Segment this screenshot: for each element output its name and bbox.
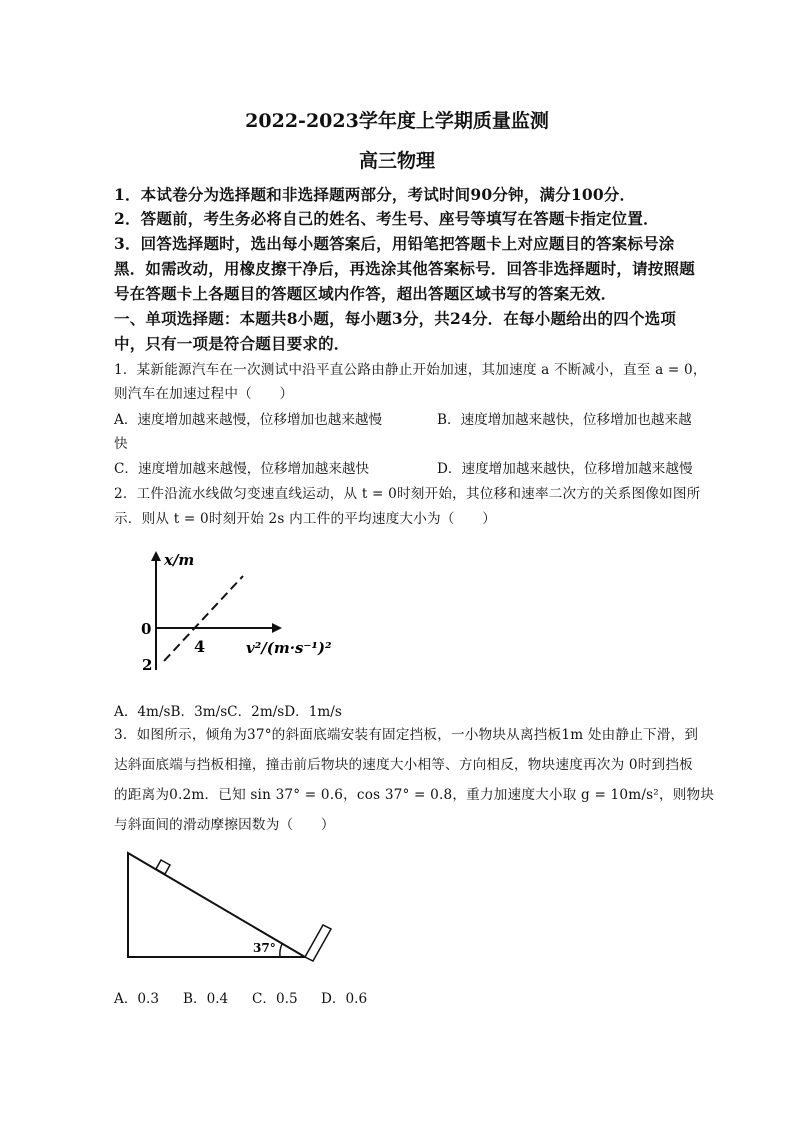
instruction-3-cont-2: 号在答题卡上各题目的答题区域内作答，超出答题区域书写的答案无效． [114, 284, 617, 303]
q1-option-c: C．速度增加越来越慢，位移增加越来越快 [114, 461, 370, 477]
q1-option-b: B．速度增加越来越快，位移增加也越来越 [437, 412, 692, 428]
q2-origin-label: 0 [141, 620, 152, 638]
q2-y-intercept-label: 2 [142, 656, 153, 674]
q2-x-arrow [272, 623, 282, 633]
q3-stem-line4: 与斜面间的滑动摩擦因数为（ ） [114, 817, 335, 833]
q1-option-d: D．速度增加越来越快，位移增加越来越慢 [437, 461, 693, 477]
q3-stem-line3: 的距离为0.2m．已知 sin 37° = 0.6，cos 37° = 0.8，重力加速度大小取 g = 10m/s²，则物块 [114, 787, 715, 803]
q2-x-axis-label: v²/(m·s⁻¹)² [246, 639, 332, 657]
instruction-2: 2．答题前，考生务必将自己的姓名、考生号、座号等填写在答题卡指定位置． [114, 209, 659, 228]
section-heading: 一、单项选择题：本题共8小题，每小题3分，共24分．在每小题给出的四个选项 [114, 309, 677, 328]
q1-option-a: A．速度增加越来越慢，位移增加也越来越慢 [114, 412, 383, 428]
exam-subtitle: 高三物理 [358, 150, 435, 172]
q3-stem-line1: 3．如图所示，倾角为37°的斜面底端安装有固定挡板，一小物块从离挡板1m 处由静止下滑，到 [114, 727, 699, 743]
q2-stem-line1: 2．工件沿流水线做匀变速直线运动，从 t = 0时刻开始，其位移和速率二次方的关系图像如图所 [114, 486, 701, 502]
q3-baffle [305, 925, 331, 961]
q3-option-d: D．0.6 [321, 991, 368, 1007]
q1-stem-line1: 1．某新能源汽车在一次测试中沿平直公路由静止开始加速，其加速度 a 不断减小，直至 a = 0， [114, 362, 707, 378]
q3-option-b: B．0.4 [183, 991, 229, 1007]
q3-option-a: A．0.3 [114, 991, 160, 1007]
q3-stem-line2: 达斜面底端与挡板相撞，撞击前后物块的速度大小相等、方向相反，物块速度再次为 0时到挡板 [114, 757, 693, 773]
exam-title: 2022-2023学年度上学期质量监测 [245, 110, 549, 132]
q3-angle-label: 37° [253, 941, 276, 955]
q2-graph [136, 548, 366, 678]
section-heading-cont: 中，只有一项是符合题目要求的． [114, 334, 350, 353]
instruction-3: 3．回答选择题时，选出每小题答案后，用铅笔把答题卡上对应题目的答案标号涂 [114, 234, 675, 253]
q3-angle-arc [280, 944, 282, 957]
q3-option-c: C．0.5 [252, 991, 298, 1007]
q2-options: A．4m/sB．3m/sC．2m/sD．1m/s [114, 704, 342, 720]
q1-stem-line2: 则汽车在加速过程中（ ） [114, 386, 294, 402]
q3-incline-figure [120, 845, 340, 965]
q3-block [156, 860, 170, 874]
q2-y-axis-label: x/m [164, 551, 195, 569]
q2-x-intercept-label: 4 [194, 637, 206, 656]
q3-incline [128, 853, 305, 957]
instruction-1: 1．本试卷分为选择题和非选择题两部分，考试时间90分钟，满分100分． [114, 185, 636, 204]
q2-y-arrow [151, 551, 161, 561]
q1-option-b-cont: 快 [114, 436, 128, 452]
q2-stem-line2: 示．则从 t = 0时刻开始 2s 内工件的平均速度大小为（ ） [114, 511, 496, 527]
instruction-3-cont-1: 黑．如需改动，用橡皮擦干净后，再选涂其他答案标号．回答非选择题时，请按照题 [114, 259, 695, 278]
